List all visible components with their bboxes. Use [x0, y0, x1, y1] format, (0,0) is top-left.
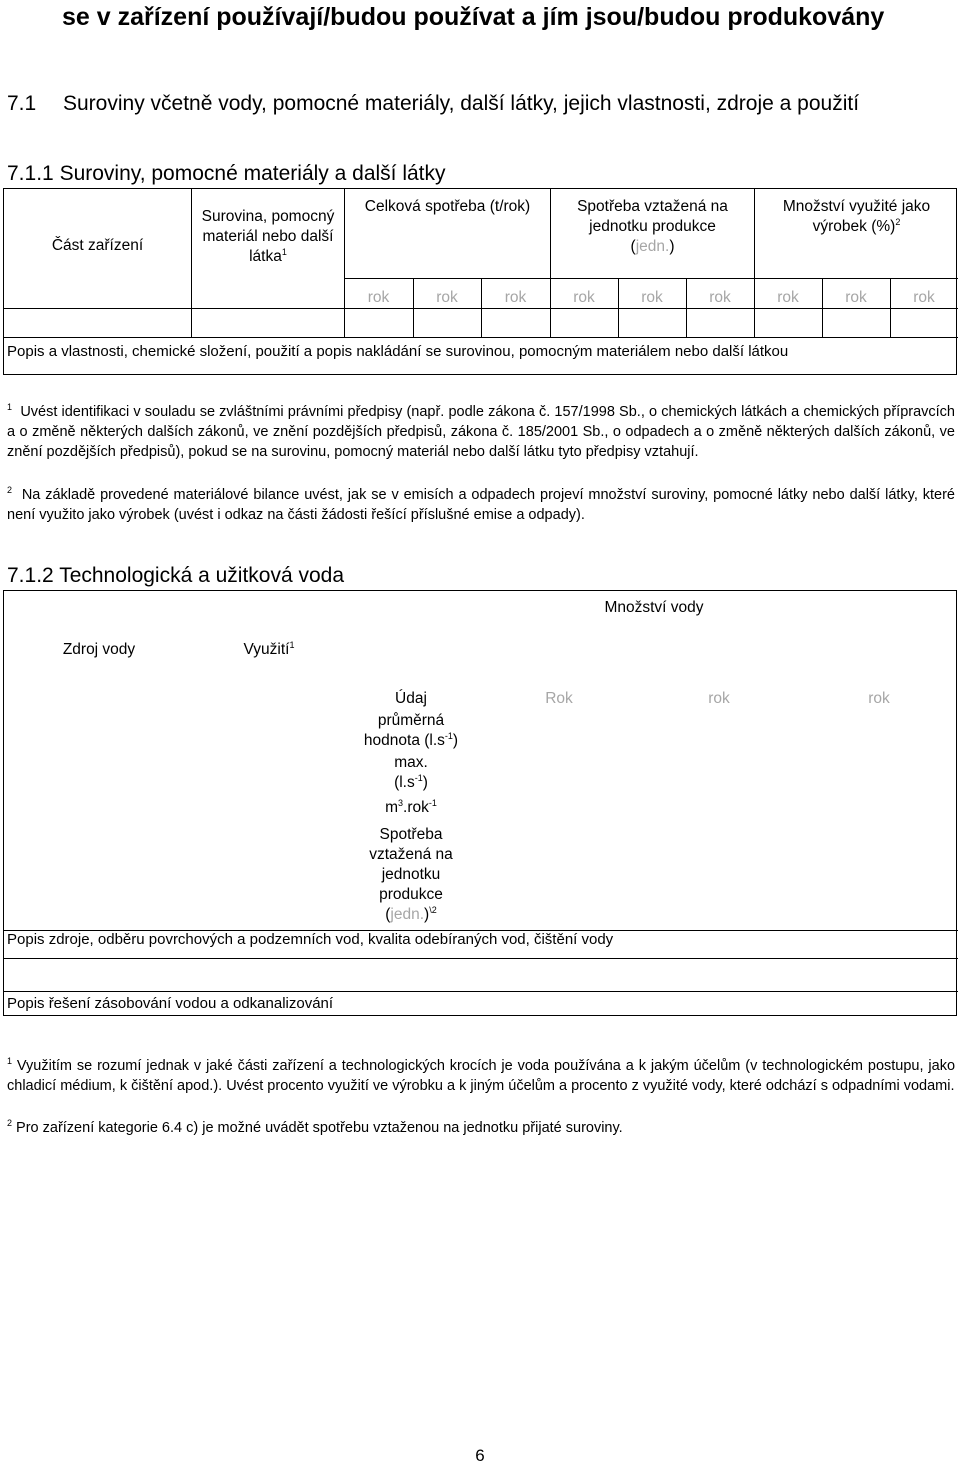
section-7-1-1-title: Suroviny, pomocné materiály a další látky [59, 162, 446, 185]
footnote-2 [7, 485, 955, 525]
raw-materials-table [3, 188, 957, 375]
footnote-ref-2: \2 [429, 904, 437, 915]
year-header: rok [708, 690, 730, 707]
year-cell: rok [641, 289, 663, 306]
footnote-2-marker: 2 [7, 485, 13, 496]
year-cell: rok [913, 289, 935, 306]
footnote-category-marker: 2 [7, 1118, 13, 1129]
footnote-2-text: Na základě provedené materiálové bilance uvést, jak se v emisích a odpadech projeví množství suroviny, pomocné látky nebo další látky, které není využito jako výrobek (uvést i odkaz na části žádosti řešící příslušné emise a odpady). [7, 487, 955, 523]
year-cell: rok [436, 289, 458, 306]
description-row-label: Popis a vlastnosti, chemické složení, použití a popis nakládání se surovinou, pomocným materiálem nebo další látkou [7, 343, 789, 360]
supply-description-label: Popis řešení zásobování vodou a odkanalizování [7, 995, 334, 1012]
paren-close: ) [669, 238, 675, 255]
col-header-total-consumption: Celková spotřeba (t/rok) [364, 198, 531, 215]
row-max-flow [345, 753, 477, 793]
row-unit-consumption-line: vztažená na [369, 846, 453, 863]
col-header-material [192, 207, 344, 267]
section-7-1-1-number: 7.1.1 [7, 162, 54, 185]
col-header-used-as-product-text: Množství využité jako výrobek (%) [782, 198, 931, 235]
water-quantity-header: Množství vody [604, 599, 704, 616]
water-table [3, 590, 957, 1016]
footnote-usage-marker: 1 [7, 1056, 13, 1067]
row-average-line1: průměrná [377, 712, 445, 729]
page-number: 6 [475, 1446, 485, 1465]
row-unit-consumption-line: jednotku [381, 866, 441, 883]
section-7-1-1-heading [7, 160, 446, 188]
year-cell: rok [504, 289, 527, 306]
exponent: 3 [398, 797, 404, 808]
footnote-1-text: Uvést identifikaci v souladu se zvláštními právními předpisy (např. podle zákona č. 157/1998 Sb., o chemických látkách a chemických přípravcích a o změně některých dalších zákonů, ve znění pozdějších předpisů, zákona č. 185/2001 Sb., o odpadech a o změně některých dalších zákonů, ve znění pozdějších předpisů), pokud se na surovinu, pomocný materiál nebo další látku tyto předpisy vztahují. [7, 404, 955, 460]
col-header-part: Část zařízení [51, 237, 144, 254]
footnote-ref-1: 1 [281, 246, 287, 257]
footnote-usage-text: Využitím se rozumí jednak v jaké části zařízení a technologických krocích je voda používána a k jakým účelům (v technologickém postupu, jako chladicí médium, k čištění apod.). Uvést procento využití ve výrobku a k jiným účelům a procento z využité vody, které odchází s odpadními vodami. [7, 1058, 956, 1094]
section-7-1-title: Suroviny včetně vody, pomocné materiály, další látky, jejich vlastnosti, zdroje a použití [63, 92, 860, 115]
row-average-unit: hodnota (l.s [363, 732, 445, 749]
section-7-1-2-heading [7, 562, 344, 590]
year-cell: rok [777, 289, 799, 306]
footnote-ref-1: 1 [289, 639, 295, 650]
section-7-1-number: 7.1 [7, 92, 37, 115]
col-header-used-as-product [755, 197, 958, 237]
exponent: -1 [428, 797, 437, 808]
col-header-material-text: Surovina, pomocný materiál nebo další látka [201, 208, 335, 265]
footnote-category-text: Pro zařízení kategorie 6.4 c) je možné uvádět spotřebu vztaženou na jednotku přijaté suroviny. [16, 1120, 623, 1136]
paren-close: ) [452, 732, 459, 749]
exponent: -1 [414, 772, 423, 783]
section-7-1-2-number: 7.1.2 [7, 564, 54, 587]
year-header: rok [868, 690, 890, 707]
unit-placeholder: jedn. [635, 238, 670, 255]
row-unit-consumption-line: Spotřeba [379, 826, 443, 843]
year-cell: rok [709, 289, 731, 306]
year-cell: rok [367, 289, 390, 306]
paren-close: ) [424, 906, 430, 923]
col-header-unit-consumption [551, 197, 754, 257]
footnote-category [7, 1118, 955, 1138]
row-max-unit: (l.s [394, 774, 415, 791]
footnote-1 [7, 402, 955, 462]
indicator-header: Údaj [395, 690, 427, 707]
source-description-label: Popis zdroje, odběru povrchových a podzemních vod, kvalita odebíraných vod, čištění vody [7, 931, 614, 948]
row-unit-consumption-line: produkce [379, 886, 443, 903]
footnote-usage [7, 1056, 955, 1096]
row-average-flow [345, 711, 477, 751]
year-header: Rok [545, 690, 573, 707]
paren-open: ( [630, 238, 636, 255]
exponent: -1 [444, 730, 453, 741]
water-usage-header [204, 640, 334, 660]
row-max-line1: max. [394, 754, 428, 771]
water-usage-text: Využití [243, 641, 290, 658]
heading-continuation: se v zařízení používají/budou používat a jím jsou/budou produkovány [62, 3, 885, 31]
footnote-ref-2: 2 [895, 216, 901, 227]
unit-m: m [385, 799, 399, 816]
section-7-1-2-title: Technologická a užitková voda [59, 564, 345, 587]
section-7-1-heading [7, 90, 907, 118]
row-annual-volume [345, 798, 477, 818]
row-unit-consumption [345, 825, 477, 925]
year-cell: rok [845, 289, 867, 306]
year-cell: rok [573, 289, 595, 306]
col-header-unit-consumption-text: Spotřeba vztažená na jednotku produkce [577, 198, 728, 235]
unit-rok: .rok [403, 799, 429, 816]
footnote-1-marker: 1 [7, 402, 13, 413]
unit-placeholder: jedn. [390, 906, 425, 923]
water-source-header: Zdroj vody [62, 641, 136, 658]
paren-close: ) [422, 774, 428, 791]
paren-open: ( [385, 906, 391, 923]
